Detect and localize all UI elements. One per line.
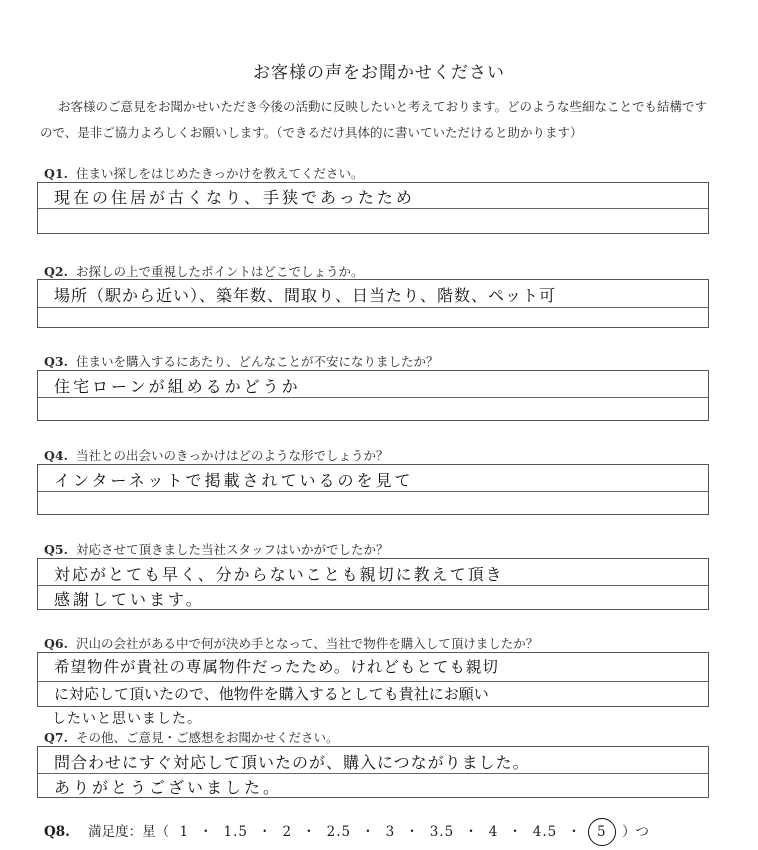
question-4: [44, 446, 388, 464]
handwritten-answer: ありがとうございました。: [54, 778, 283, 797]
question-8-satisfaction: [44, 818, 649, 846]
question-number: Q7.: [44, 730, 68, 745]
rating-separator: ・: [199, 824, 214, 840]
survey-title: お客様の声をお聞かせください: [253, 63, 505, 83]
rating-separator: ・: [302, 824, 317, 840]
survey-intro: お客様のご意見をお聞かせいただき今後の活動に反映したいと考えております。どのような些細なことでも結構ですので、是非ご協力よろしくお願いします。（できるだけ具体的に書いていただけると助かります）: [40, 99, 708, 140]
question-number: Q4.: [44, 448, 68, 463]
answer-box-2[interactable]: [37, 279, 709, 328]
question-text: 住まい探しをはじめたきっかけを教えてください。: [75, 166, 364, 181]
question-7: [44, 728, 338, 746]
handwritten-answer-overflow: したいと思いました。: [52, 711, 202, 727]
answer-box-7[interactable]: [37, 746, 709, 798]
question-text: その他、ご意見・ご感想をお聞かせください。: [75, 730, 339, 745]
rating-suffix: ）つ: [622, 824, 650, 840]
rating-separator: ・: [405, 824, 420, 840]
rating-option-1[interactable]: 1: [179, 824, 190, 840]
question-1: [44, 164, 363, 182]
question-number: Q2.: [44, 264, 68, 279]
question-text: 沢山の会社がある中で何が決め手となって、当社で物件を購入して頂けましたか？: [75, 636, 539, 651]
rating-separator: ・: [567, 824, 582, 840]
answer-box-4[interactable]: [37, 464, 709, 515]
rating-option-4.5[interactable]: 4.5: [532, 824, 558, 840]
rating-option-2[interactable]: 2: [282, 824, 293, 840]
handwritten-answer: 場所（駅から近い）、築年数、間取り、日当たり、階数、ペット可: [54, 286, 557, 305]
answer-box-5[interactable]: [37, 558, 709, 610]
question-number: Q5.: [44, 542, 68, 557]
rating-option-5[interactable]: 5: [588, 818, 616, 846]
question-text: 住まいを購入するにあたり、どんなことが不安になりましたか？: [75, 354, 439, 369]
question-3: [44, 352, 438, 370]
question-number: Q1.: [44, 166, 68, 181]
question-5: [44, 540, 388, 558]
answer-box-6[interactable]: [37, 652, 709, 707]
rating-option-3.5[interactable]: 3.5: [429, 824, 455, 840]
handwritten-answer: 感謝しています。: [54, 590, 205, 609]
rating-separator: ・: [361, 824, 376, 840]
rating-option-3[interactable]: 3: [385, 824, 396, 840]
rating-option-4[interactable]: 4: [488, 824, 499, 840]
question-6: [44, 634, 538, 652]
question-text: 当社との出会いのきっかけはどのような形でしょうか？: [75, 448, 389, 463]
handwritten-answer: 問合わせにすぐ対応して頂いたのが、購入につながりました。: [54, 753, 530, 772]
rating-separator: ・: [258, 824, 273, 840]
handwritten-answer: インターネットで掲載されているのを見て: [54, 471, 414, 490]
handwritten-answer: 対応がとても早く、分からないことも親切に教えて頂き: [54, 565, 504, 584]
rating-separator: ・: [464, 824, 479, 840]
handwritten-answer: 希望物件が貴社の専属物件だったため。けれどもとても親切: [54, 658, 499, 676]
star-rating[interactable]: [173, 824, 617, 840]
rating-separator: ・: [508, 824, 523, 840]
question-number: Q3.: [44, 354, 68, 369]
question-text: 対応させて頂きました当社スタッフはいかがでしたか？: [75, 542, 389, 557]
rating-label: 満足度：星（: [88, 824, 170, 840]
answer-box-3[interactable]: [37, 370, 709, 421]
question-2: [44, 262, 363, 280]
question-number: Q6.: [44, 636, 68, 651]
question-number: Q8.: [44, 824, 70, 840]
handwritten-answer: 住宅ローンが組めるかどうか: [54, 377, 301, 396]
rating-option-1.5[interactable]: 1.5: [223, 824, 249, 840]
answer-box-1[interactable]: [37, 182, 709, 234]
rating-option-2.5[interactable]: 2.5: [326, 824, 352, 840]
question-text: お探しの上で重視したポイントはどこでしょうか。: [75, 264, 364, 279]
handwritten-answer: に対応して頂いたので、他物件を購入するとしても貴社にお願い: [54, 685, 489, 703]
handwritten-answer: 現在の住居が古くなり、手狭であったため: [54, 188, 415, 207]
